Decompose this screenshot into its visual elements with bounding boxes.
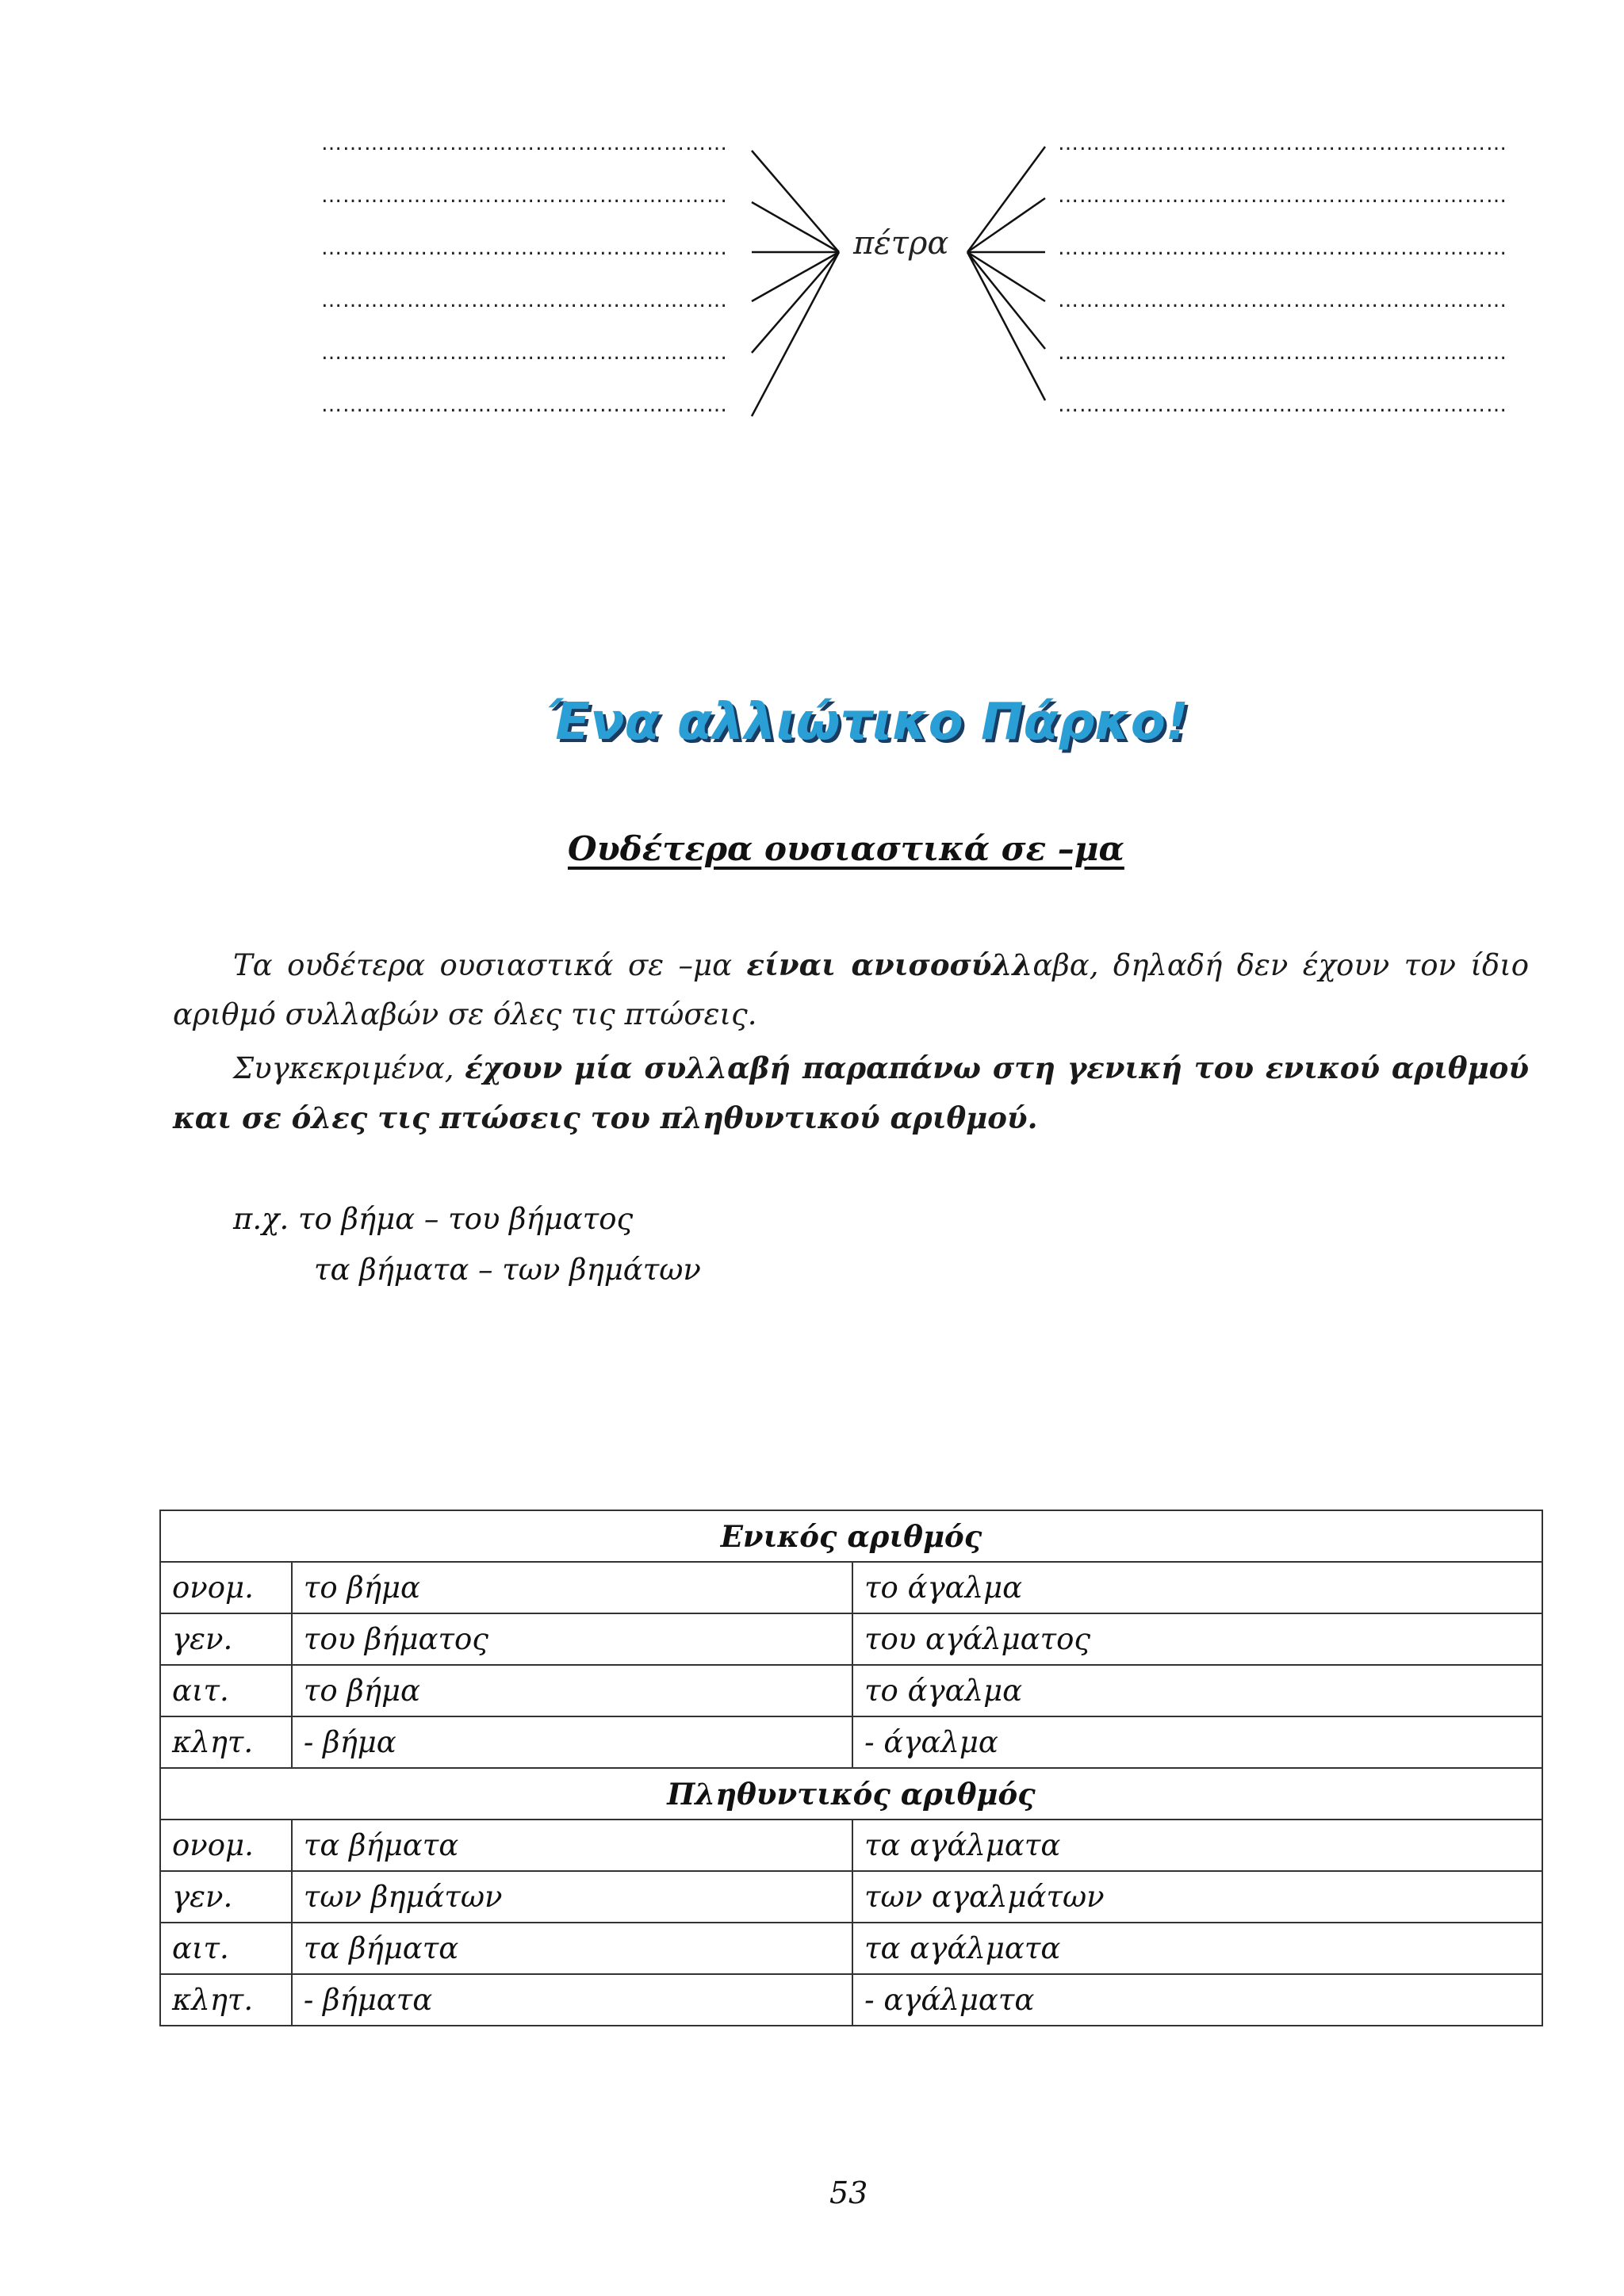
paragraph-explanation	[173, 1043, 1529, 1143]
blank-line-right-4[interactable]: ………………………………………………………	[1058, 289, 1507, 312]
connector-line	[752, 202, 839, 252]
paragraph-text: Συγκεκριμένα,	[233, 1051, 465, 1085]
connector-line	[967, 252, 1045, 349]
table-cell: του αγάλματος	[852, 1613, 1542, 1665]
case-label: γεν.	[160, 1871, 292, 1923]
connector-line	[967, 198, 1045, 252]
page-title: Ένα αλλιώτικο Πάρκο!	[547, 693, 1189, 752]
connector-lines	[0, 0, 1624, 444]
blank-line-left-4[interactable]: …………………………………………………	[321, 289, 728, 312]
blank-line-left-3[interactable]: …………………………………………………	[321, 236, 728, 260]
connector-line	[752, 151, 839, 252]
table-cell: - βήμα	[292, 1716, 852, 1768]
table-cell: των αγαλμάτων	[852, 1871, 1542, 1923]
blank-line-right-6[interactable]: ………………………………………………………	[1058, 393, 1507, 417]
paragraph-text: αβα, δηλαδή δεν έχουν τον ίδιο αριθμό συλλαβών σε όλες τις πτώσεις.	[173, 948, 1529, 1031]
blank-line-right-5[interactable]: ………………………………………………………	[1058, 341, 1507, 365]
table-cell: - αγάλματα	[852, 1974, 1542, 2026]
table-cell: - βήματα	[292, 1974, 852, 2026]
case-label: κλητ.	[160, 1716, 292, 1768]
paragraph-text: Τα ουδέτερα ουσιαστικά σε –μα	[233, 948, 747, 982]
table-cell: - άγαλμα	[852, 1716, 1542, 1768]
connector-line	[752, 252, 839, 353]
paragraph-emphasis: είναι ανισοσύλλ	[746, 947, 1033, 982]
table-row	[160, 1923, 1542, 1974]
table-section-header-row	[160, 1768, 1542, 1820]
case-label: κλητ.	[160, 1974, 292, 2026]
table-cell: τα αγάλματα	[852, 1820, 1542, 1871]
table-cell: το άγαλμα	[852, 1562, 1542, 1613]
blank-line-left-2[interactable]: …………………………………………………	[321, 184, 728, 208]
table-cell: του βήματος	[292, 1613, 852, 1665]
table-row	[160, 1716, 1542, 1768]
table-row	[160, 1820, 1542, 1871]
page-number: 53	[829, 2175, 868, 2210]
table-cell: των βημάτων	[292, 1871, 852, 1923]
table-row	[160, 1974, 1542, 2026]
table-row	[160, 1562, 1542, 1613]
center-word: πέτρα	[853, 225, 949, 262]
declension-table	[159, 1510, 1543, 2026]
table-cell: το βήμα	[292, 1665, 852, 1716]
table-cell: τα βήματα	[292, 1923, 852, 1974]
blank-line-right-3[interactable]: ………………………………………………………	[1058, 236, 1507, 260]
case-label: ονομ.	[160, 1820, 292, 1871]
paragraph-emphasis: έχουν μία συλλαβή παραπάνω στη γενική του ενικού αριθμού και σε όλες τις πτώσεις του πληθυντικού αριθμού.	[173, 1050, 1530, 1135]
example-line-1: π.χ. το βήμα – του βήματος	[233, 1202, 634, 1236]
connector-line	[967, 252, 1045, 400]
case-label: γεν.	[160, 1613, 292, 1665]
table-cell: τα αγάλματα	[852, 1923, 1542, 1974]
case-label: ονομ.	[160, 1562, 292, 1613]
table-row	[160, 1871, 1542, 1923]
connector-line	[967, 147, 1045, 252]
blank-line-left-6[interactable]: …………………………………………………	[321, 393, 728, 417]
table-section-header-row	[160, 1510, 1542, 1562]
table-cell: τα βήματα	[292, 1820, 852, 1871]
table-cell: το άγαλμα	[852, 1665, 1542, 1716]
table-row	[160, 1665, 1542, 1716]
connector-line	[967, 252, 1045, 301]
case-label: αιτ.	[160, 1923, 292, 1974]
table-row	[160, 1613, 1542, 1665]
blank-line-left-1[interactable]: …………………………………………………	[321, 132, 728, 155]
paragraph-definition	[173, 940, 1529, 1039]
blank-line-right-1[interactable]: ………………………………………………………	[1058, 132, 1507, 155]
table-cell: το βήμα	[292, 1562, 852, 1613]
blank-line-right-2[interactable]: ………………………………………………………	[1058, 184, 1507, 208]
plural-header: Πληθυντικός αριθμός	[160, 1768, 1542, 1820]
singular-header: Ενικός αριθμός	[160, 1510, 1542, 1562]
example-line-2: τα βήματα – των βημάτων	[314, 1253, 701, 1287]
section-subtitle: Ουδέτερα ουσιαστικά σε –μα	[568, 829, 1124, 868]
case-label: αιτ.	[160, 1665, 292, 1716]
blank-line-left-5[interactable]: …………………………………………………	[321, 341, 728, 365]
